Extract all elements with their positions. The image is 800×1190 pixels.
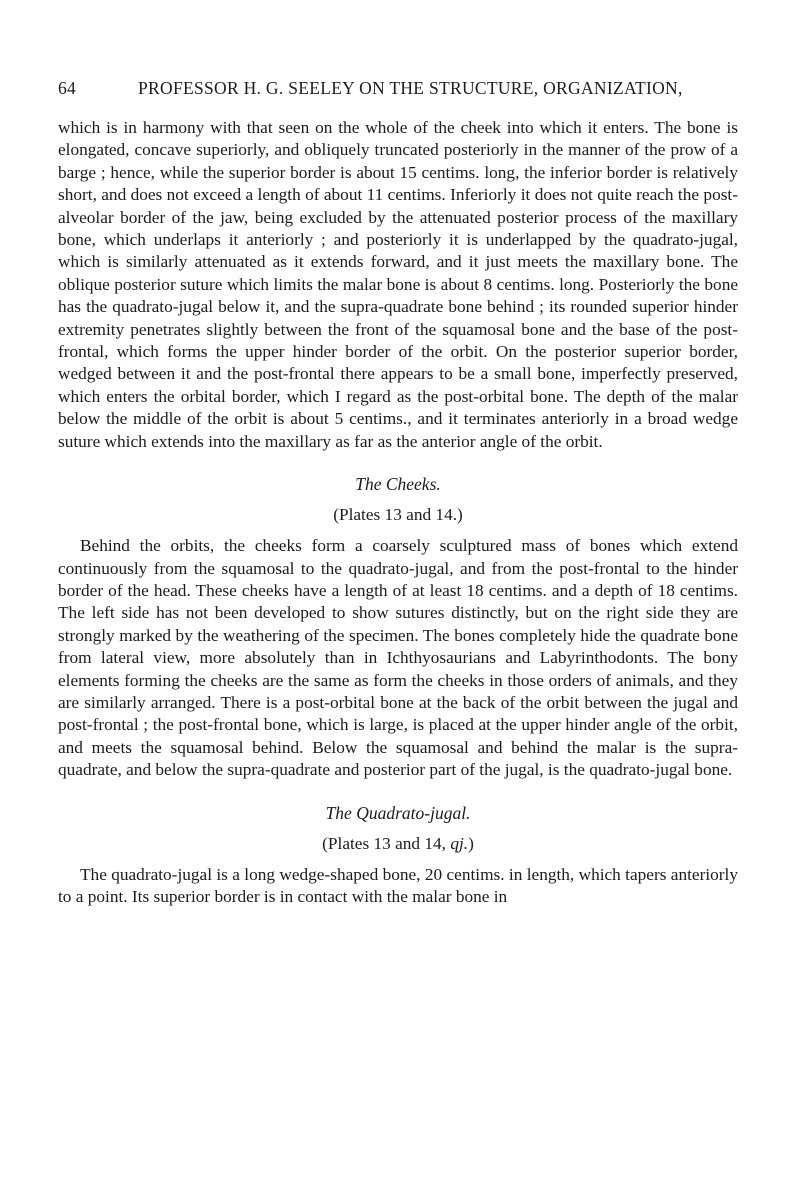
- plates-reference-quadrato-jugal: [58, 833, 738, 855]
- plates-reference-abbrev: qj.: [450, 833, 469, 853]
- page-number: 64: [58, 78, 77, 98]
- section-title-cheeks: The Cheeks.: [355, 474, 441, 495]
- plates-reference-text: (Plates 13 and 14,: [322, 833, 451, 853]
- running-title: PROFESSOR H. G. SEELEY ON THE STRUCTURE, ORGANIZATION,: [138, 78, 683, 98]
- paragraph-malar: which is in harmony with that seen on the whole of the cheek into which it enters. The bone is elongated, concave superiorly, and obliquely truncated posteriorly in the manner of the prow of a barge ; hence, while the superior border is about 15 centims. long, the inferior border is relatively short, and does not exceed a length of about 11 centims. Inferiorly it does not quite reach the post-alveolar border of the jaw, being excluded by the attenuated posterior process of the maxillary bone, which underlaps it anteriorly ; and posteriorly it is underlapped by the quadrato-jugal, which is similarly attenuated as it extends forward, and it just meets the maxillary bone. The oblique posterior suture which limits the malar bone is about 8 centims. long. Posteriorly the bone has the quadrato-jugal below it, and the supra-quadrate bone behind ; its rounded superior hinder extremity penetrates slightly between the front of the squamosal bone and the base of the post-frontal, which forms the upper hinder border of the orbit. On the posterior superior border, wedged between it and the post-frontal there appears to be a small bone, imperfectly preserved, which enters the orbital border, which I regard as the post-orbital bone. The depth of the malar below the middle of the orbit is about 5 centims., and it terminates anteriorly in a broad wedge suture which extends into the maxillary as far as the anterior angle of the orbit.: [58, 118, 738, 451]
- paragraph-quadrato-jugal: The quadrato-jugal is a long wedge-shaped bone, 20 centims. in length, which tapers anteriorly to a point. Its superior border is in contact with the malar bone in: [58, 864, 738, 906]
- running-head: [58, 78, 740, 100]
- plates-reference-close: ): [468, 833, 474, 853]
- section-title-quadrato-jugal: The Quadrato-jugal.: [325, 802, 471, 823]
- paragraph-cheeks: Behind the orbits, the cheeks form a coarsely sculptured mass of bones which extend continuously from the squamosal to the quadrato-jugal, and from the post-frontal to the hinder border of the head. These cheeks have a length of at least 18 centims. and a depth of 18 centims. The left side has not been developed to show sutures distinctly, but on the right side they are strongly marked by the weathering of the specimen. The bones completely hide the quadrate bone from lateral view, more absolutely than in Ichthyosaurians and Labyrinthodonts. The bony elements forming the cheeks are the same as form the cheeks in those orders of animals, and they are similarly arranged. There is a post-orbital bone at the back of the orbit between the jugal and post-frontal ; the post-frontal bone, which is large, is placed at the upper hinder angle of the orbit, and meets the squamosal behind. Below the squamosal and behind the malar is the supra-quadrate, and below the supra-quadrate and posterior part of the jugal, is the quadrato-jugal bone.: [58, 536, 738, 780]
- body-text: [58, 117, 738, 908]
- plates-reference-cheeks: (Plates 13 and 14.): [333, 505, 463, 525]
